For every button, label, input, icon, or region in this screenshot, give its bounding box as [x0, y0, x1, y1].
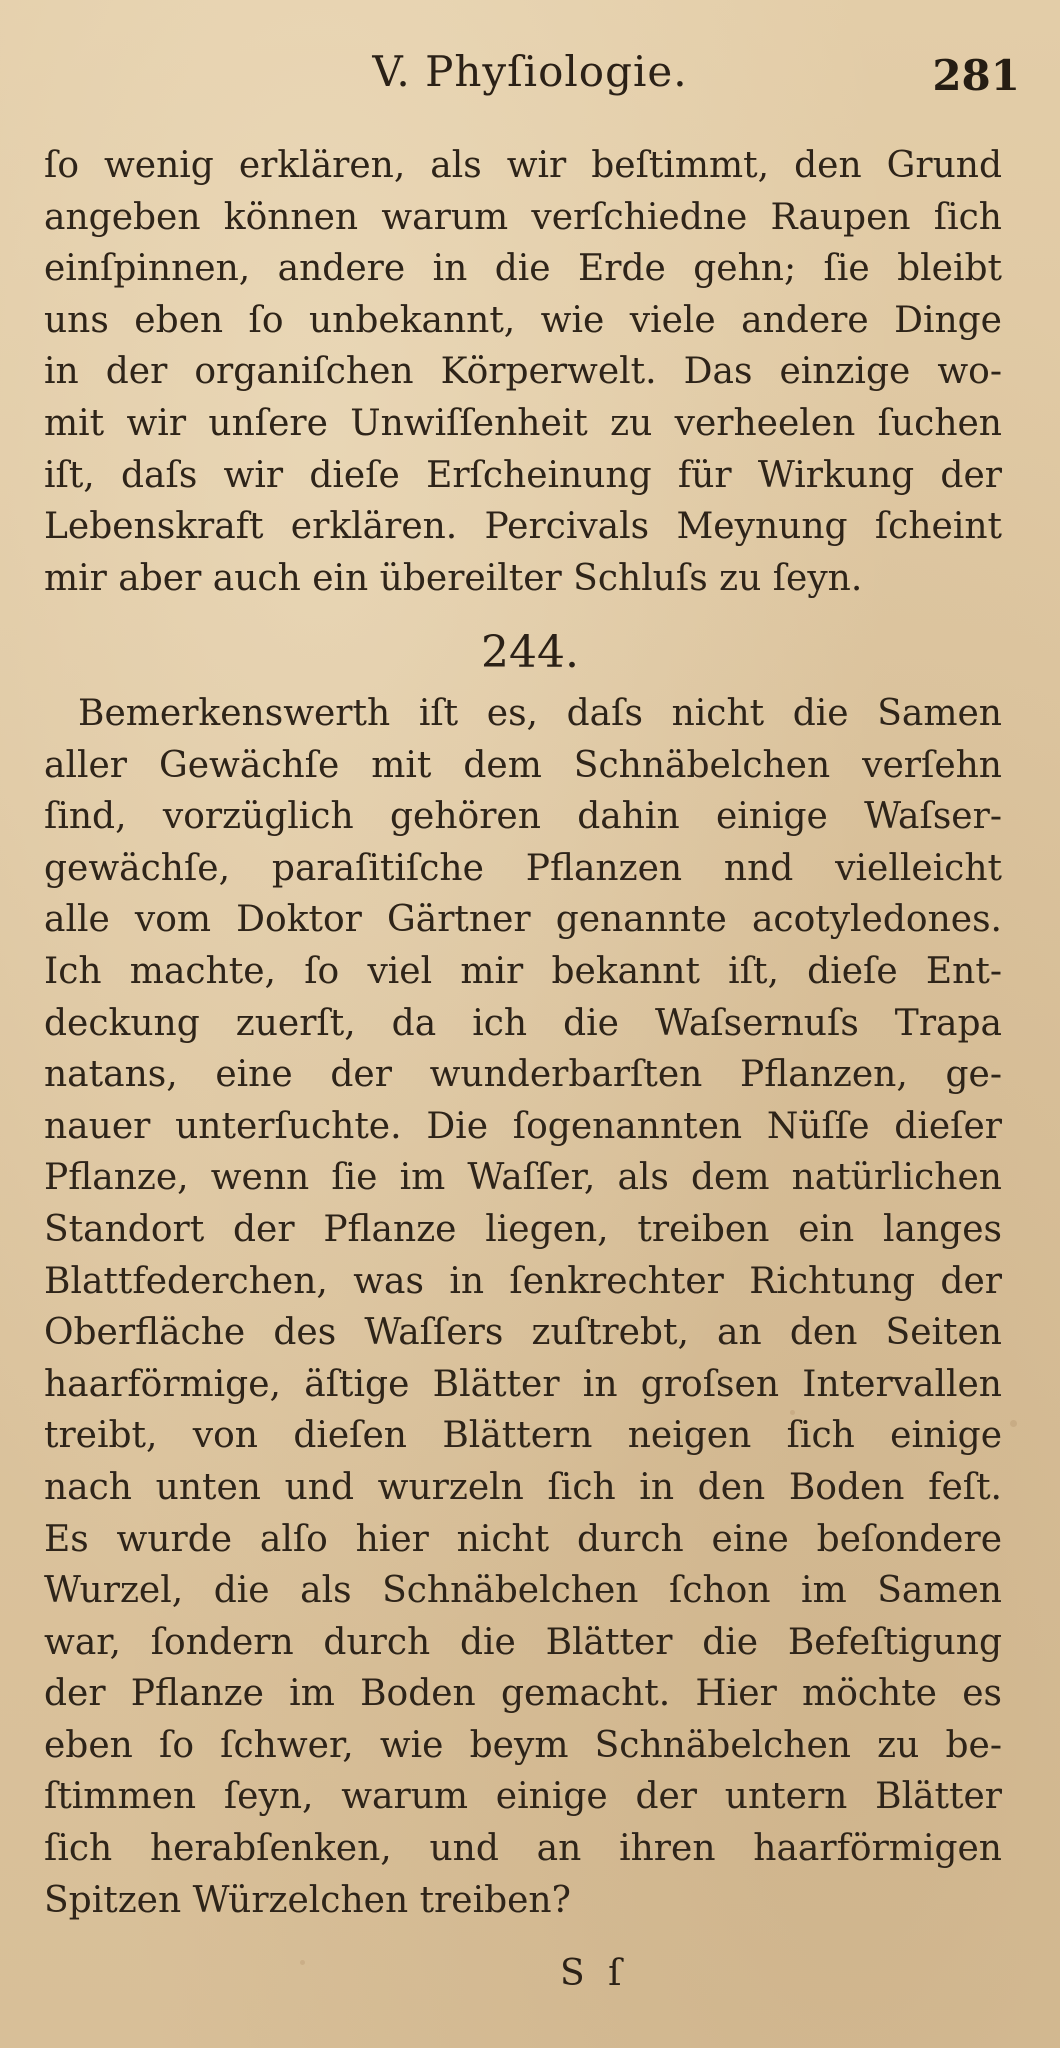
- text-line: alle vom Doktor Gärtner genannte acotyledones.: [44, 899, 1002, 941]
- text-line: treibt, von dieſen Blättern neigen ſich einige: [44, 1415, 1002, 1457]
- text-line: uns eben ſo unbekannt, wie viele andere Dinge: [44, 299, 1002, 341]
- text-line: natans, eine der wunderbarſten Pflanzen, ge-: [44, 1054, 1002, 1096]
- text-line: deckung zuerſt, da ich die Waſsernuſs Trapa: [44, 1002, 1002, 1044]
- text-line: einſpinnen, andere in die Erde gehn; ſie bleibt: [44, 248, 1002, 290]
- text-line: ſtimmen ſeyn, warum einige der untern Blätter: [44, 1776, 1002, 1818]
- text-line: in der organiſchen Körperwelt. Das einzige wo-: [44, 351, 1002, 393]
- text-line: iſt, daſs wir dieſe Erſcheinung für Wirkung der: [44, 454, 1002, 496]
- paper-spot: [300, 1960, 305, 1965]
- text-line: nauer unterſuchte. Die ſogenannten Nüſſe dieſer: [44, 1105, 1002, 1147]
- paragraph-section-244: [44, 688, 1002, 1926]
- text-line: gewächſe, paraſitiſche Pflanzen nnd vielleicht: [44, 847, 1002, 889]
- page-number: 281: [932, 51, 1020, 100]
- text-line: haarförmige, äſtige Blätter in groſsen Intervallen: [44, 1363, 1002, 1405]
- text-line: Spitzen Würzelchen treiben?: [44, 1879, 571, 1921]
- text-line: Standort der Pflanze liegen, treiben ein langes: [44, 1208, 1002, 1250]
- text-line: Bemerkenswerth iſt es, daſs nicht die Samen: [78, 693, 1002, 734]
- text-line: mir aber auch ein übereilter Schluſs zu ſeyn.: [44, 557, 863, 599]
- text-line: Pflanze, wenn ſie im Waſſer, als dem natürlichen: [44, 1157, 1002, 1199]
- paper-spot: [1010, 1420, 1017, 1427]
- text-line: war, ſondern durch die Blätter die Befeſtigung: [44, 1621, 1002, 1663]
- running-head: [0, 44, 1060, 104]
- text-line: angeben können warum verſchiedne Raupen ſich: [44, 196, 1002, 238]
- text-line: der Pflanze im Boden gemacht. Hier möchte es: [44, 1673, 1002, 1715]
- text-line: Ich machte, ſo viel mir bekannt iſt, dieſe Ent-: [44, 950, 1002, 992]
- section-number: 244.: [481, 627, 579, 678]
- text-line: Wurzel, die als Schnäbelchen ſchon im Samen: [44, 1570, 1002, 1612]
- text-line: mit wir unſere Unwiſſenheit zu verheelen ſuchen: [44, 402, 1002, 444]
- chapter-title: V. Phyſiologie.: [372, 47, 688, 96]
- text-line: Es wurde alſo hier nicht durch eine beſondere: [44, 1518, 1002, 1560]
- text-line: ſind, vorzüglich gehören dahin einige Waſser-: [44, 796, 1002, 838]
- text-line: ſich herabſenken, und an ihren haarförmigen: [44, 1828, 1002, 1870]
- text-line: Oberfläche des Waſſers zuſtrebt, an den Seiten: [44, 1312, 1002, 1354]
- text-line: nach unten und wurzeln ſich in den Boden feſt.: [44, 1466, 1002, 1508]
- paragraph-continued: [44, 140, 1002, 604]
- text-line: Blattfederchen, was in ſenkrechter Richtung der: [44, 1260, 1002, 1302]
- signature-mark: S ſ: [560, 1953, 628, 1994]
- text-line: aller Gewächſe mit dem Schnäbelchen verſehn: [44, 744, 1002, 786]
- text-line: Lebenskraft erklären. Percivals Meynung ſcheint: [44, 506, 1002, 548]
- text-line: ſo wenig erklären, als wir beſtimmt, den Grund: [44, 145, 1002, 186]
- text-line: eben ſo ſchwer, wie beym Schnäbelchen zu be-: [44, 1724, 1002, 1766]
